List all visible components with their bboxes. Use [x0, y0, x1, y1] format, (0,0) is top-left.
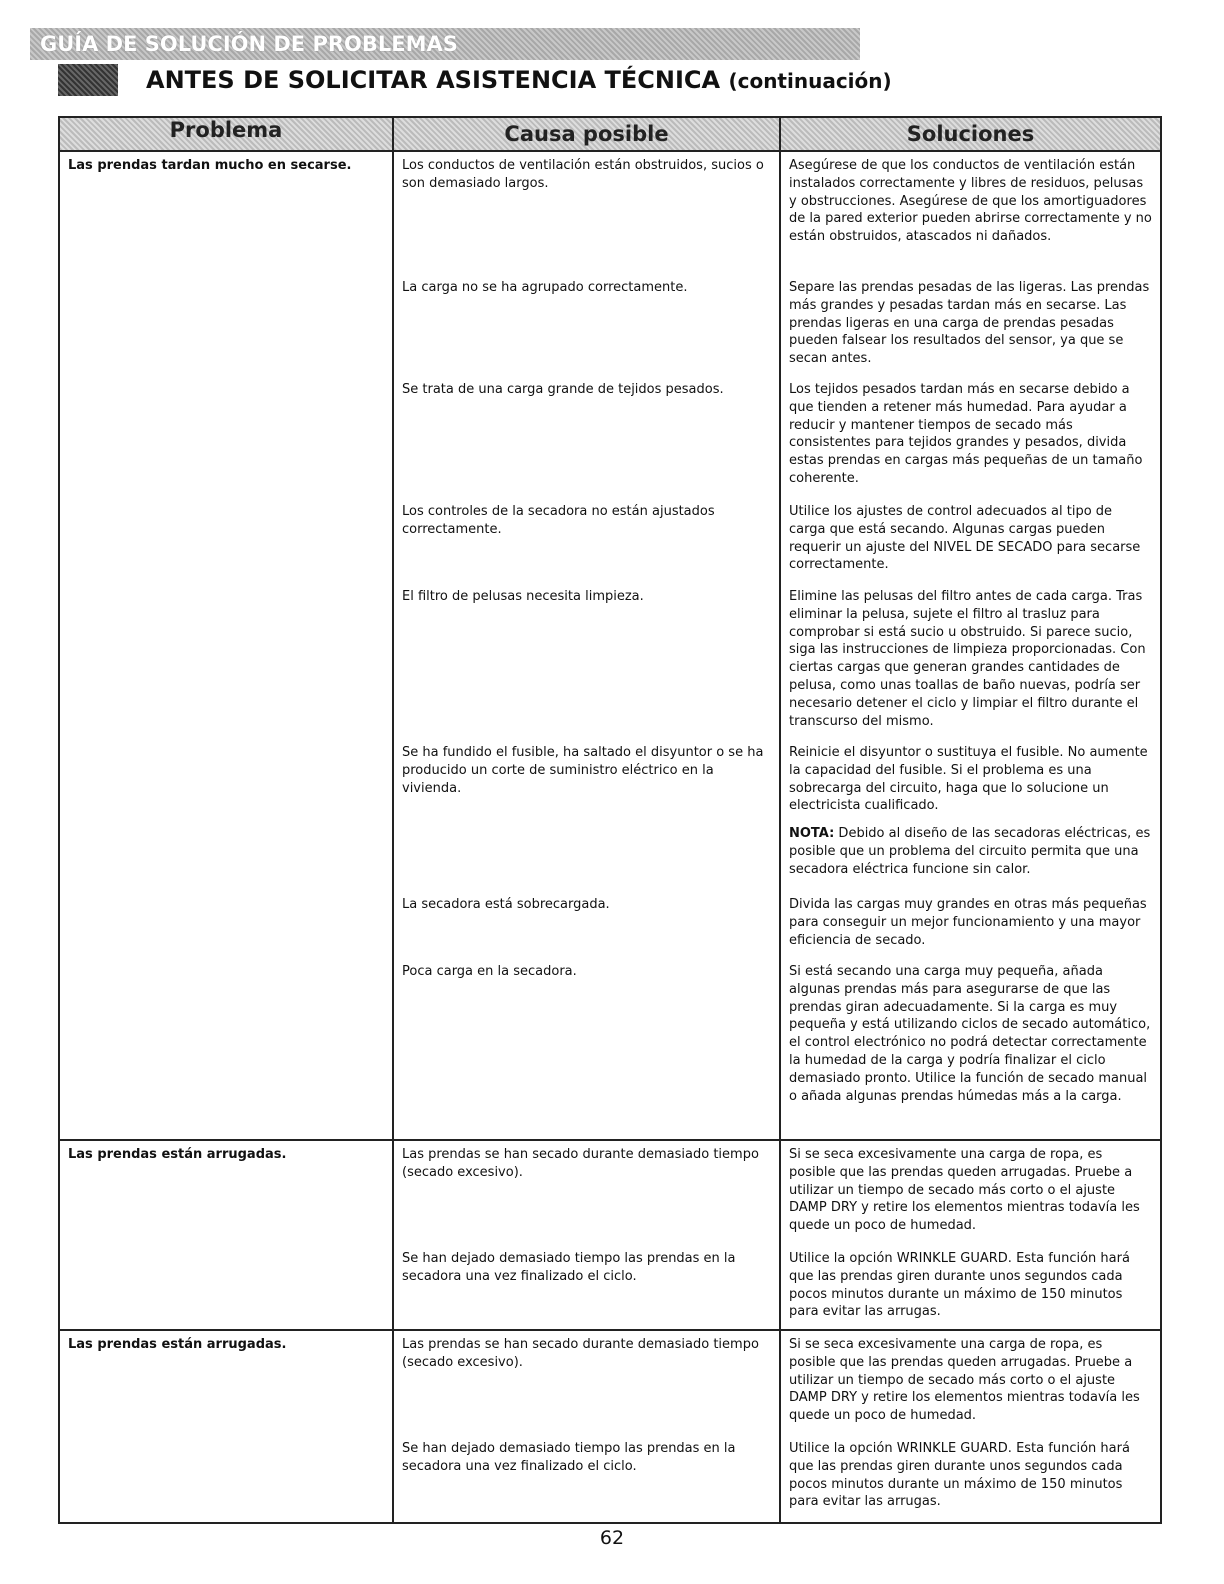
cause-solution-pair	[394, 958, 1160, 1139]
section-banner: GUÍA DE SOLUCIÓN DE PROBLEMAS	[30, 28, 860, 60]
page-number: 62	[599, 1527, 625, 1549]
solution-text: Si está secando una carga muy pequeña, añada algunas prendas más para asegurarse de que las prendas giran adecuadamente. Si la carga es muy pequeña y está utilizando ciclos de secado automático, el control electrónico no podrá detectar correctamente la humedad de la carga y podría finalizar el ciclo demasiado pronto. Utilice la función de secado manual o añada algunas prendas húmedas más a la carga.	[789, 964, 1151, 1104]
cause-solution-pair	[394, 1331, 1160, 1435]
cause-text: Se han dejado demasiado tiempo las prendas en la secadora una vez finalizado el ciclo.	[402, 1441, 736, 1474]
page-title	[146, 62, 892, 99]
column-header-solutions: Soluciones	[779, 118, 1160, 150]
solution-text: Si se seca excesivamente una carga de ropa, es posible que las prendas queden arrugadas. Pruebe a utilizar un tiempo de secado más corto o el ajuste DAMP DRY y retire los elementos mientras todavía les quede un poco de humedad.	[789, 1147, 1140, 1234]
cause-solution-cell	[393, 151, 1161, 1140]
solution-text: Los tejidos pesados tardan más en secarse debido a que tienden a retener más humedad. Para ayudar a reducir y mantener tiempos de secado más consistentes para tejidos grandes y pesados, divida estas prendas en cargas más pequeñas de un tamaño coherente.	[789, 382, 1143, 486]
cause-text: Se ha fundido el fusible, ha saltado el disyuntor o se ha producido un corte de suministro eléctrico en la vivienda.	[402, 745, 764, 796]
solution-cell	[779, 1141, 1160, 1245]
solution-text: Reinicie el disyuntor o sustituya el fusible. No aumente la capacidad del fusible. Si el problema es una sobrecarga del circuito, haga que lo solucione un electricista cualificado.	[789, 745, 1148, 814]
solution-cell	[779, 498, 1160, 583]
cause-text: Se han dejado demasiado tiempo las prendas en la secadora una vez finalizado el ciclo.	[402, 1251, 736, 1284]
solution-text: Elimine las pelusas del filtro antes de cada carga. Tras eliminar la pelusa, sujete el filtro al trasluz para comprobar si está sucio u obstruido. Si parece sucio, siga las instrucciones de limpieza proporcionadas. Con ciertas cargas que generan grandes cantidades de pelusa, como unas toallas de baño nuevas, podría ser necesario detener el ciclo y limpiar el filtro durante el transcurso del mismo.	[789, 589, 1146, 729]
header-cell-group	[393, 117, 1161, 151]
note-label: NOTA:	[789, 826, 835, 842]
solution-cell	[779, 583, 1160, 739]
cause-solution-pair	[394, 891, 1160, 958]
solution-text: Si se seca excesivamente una carga de ropa, es posible que las prendas queden arrugadas. Pruebe a utilizar un tiempo de secado más corto o el ajuste DAMP DRY y retire los elementos mientras todavía les quede un poco de humedad.	[789, 1337, 1140, 1424]
solution-text: Divida las cargas muy grandes en otras más pequeñas para conseguir un mejor funcionamiento y una mayor eficiencia de secado.	[789, 897, 1147, 948]
troubleshooting-table	[58, 116, 1162, 1524]
cause-solution-pair	[394, 498, 1160, 583]
cause-solution-pair	[394, 376, 1160, 498]
cause-text: La carga no se ha agrupado correctamente.	[402, 280, 688, 295]
title-marker	[58, 64, 118, 96]
solution-cell	[779, 274, 1160, 376]
problem-cell: Las prendas están arrugadas.	[59, 1140, 393, 1330]
cause-text: La secadora está sobrecargada.	[402, 897, 610, 912]
cause-solution-pair	[394, 1245, 1160, 1329]
solution-cell	[779, 958, 1160, 1139]
solution-cell	[779, 376, 1160, 498]
cause-text: Poca carga en la secadora.	[402, 964, 577, 979]
cause-solution-pair	[394, 1435, 1160, 1522]
cause-solution-pair	[394, 739, 1160, 891]
solution-text: Asegúrese de que los conductos de ventilación están instalados correctamente y libres de residuos, pelusas y obstrucciones. Asegúrese de que los amortiguadores de la pared exterior pueden abrirse correctamente y no están obstruidos, atascados ni dañados.	[789, 158, 1152, 245]
solution-text: Utilice la opción WRINKLE GUARD. Esta función hará que las prendas giren durante unos segundos cada pocos minutos durante un máximo de 150 minutos para evitar las arrugas.	[789, 1251, 1130, 1320]
table-row	[59, 1140, 1161, 1330]
note	[789, 825, 1152, 878]
table-row	[59, 151, 1161, 1140]
table-row	[59, 1330, 1161, 1523]
cause-text: Los conductos de ventilación están obstruidos, sucios o son demasiado largos.	[402, 158, 764, 191]
cause-text: Las prendas se han secado durante demasiado tiempo (secado excesivo).	[402, 1337, 759, 1370]
cause-solution-pair	[394, 583, 1160, 739]
solution-text: Utilice la opción WRINKLE GUARD. Esta función hará que las prendas giren durante unos segundos cada pocos minutos durante un máximo de 150 minutos para evitar las arrugas.	[789, 1441, 1130, 1510]
cause-text: Los controles de la secadora no están ajustados correctamente.	[402, 504, 715, 537]
cause-solution-cell	[393, 1330, 1161, 1523]
cause-solution-pair	[394, 1141, 1160, 1245]
cause-solution-pair	[394, 274, 1160, 376]
solution-cell	[779, 891, 1160, 958]
column-header-cause: Causa posible	[504, 122, 669, 146]
title-suffix: (continuación)	[728, 69, 892, 93]
cause-text: Se trata de una carga grande de tejidos pesados.	[402, 382, 724, 397]
solution-cell	[779, 152, 1160, 274]
problem-cell: Las prendas están arrugadas.	[59, 1330, 393, 1523]
cause-solution-pair	[394, 152, 1160, 274]
cause-text: El filtro de pelusas necesita limpieza.	[402, 589, 644, 604]
table-body	[59, 151, 1161, 1523]
solution-text: Separe las prendas pesadas de las ligeras. Las prendas más grandes y pesadas tardan más en secarse. Las prendas ligeras en una carga de prendas pesadas pueden falsear los resultados del sensor, ya que se secan antes.	[789, 280, 1150, 367]
cause-solution-cell	[393, 1140, 1161, 1330]
solution-cell	[779, 739, 1160, 891]
solution-text: Utilice los ajustes de control adecuados al tipo de carga que está secando. Algunas cargas pueden requerir un ajuste del NIVEL DE SECADO para secarse correctamente.	[789, 504, 1141, 573]
solution-cell	[779, 1245, 1160, 1329]
solution-cell	[779, 1331, 1160, 1435]
solution-cell	[779, 1435, 1160, 1522]
title-text: ANTES DE SOLICITAR ASISTENCIA TÉCNICA	[146, 66, 721, 94]
cause-text: Las prendas se han secado durante demasiado tiempo (secado excesivo).	[402, 1147, 759, 1180]
problem-cell: Las prendas tardan mucho en secarse.	[59, 151, 393, 1140]
column-header-problem: Problema	[59, 117, 393, 151]
note-text: Debido al diseño de las secadoras eléctricas, es posible que un problema del circuito permita que una secadora eléctrica funcione sin calor.	[789, 826, 1151, 877]
